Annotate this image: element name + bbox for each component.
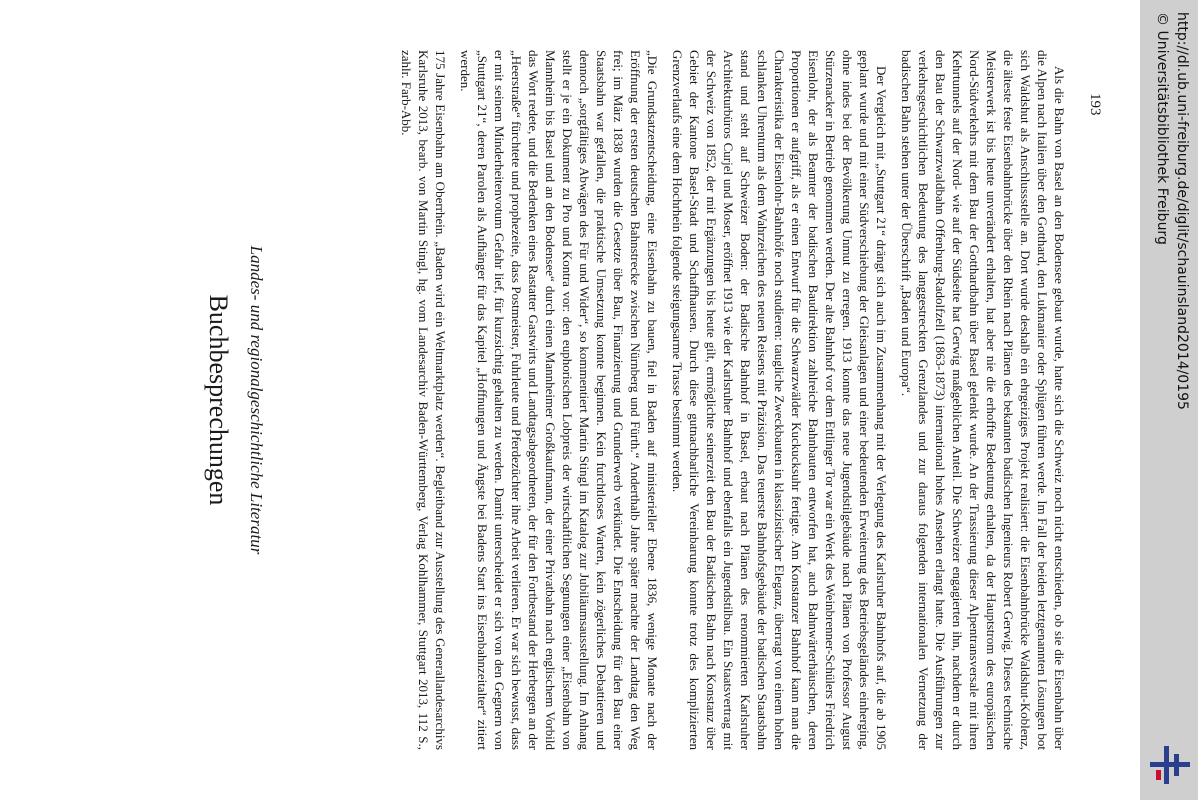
scanned-page [108,22,1128,778]
logo-bar-short [1174,754,1179,776]
logo-bar-horizontal [1150,762,1190,767]
paragraph-2: Der Vergleich mit „Stuttgart 21“ drängt sich auch im Zusammenhang mit der Verlegung des Karlsruher Bahnhofs auf, die ab 1905 geplant wurde und mit einer Südverschiebung der Gleisanlagen und einer bedeutenden Erweiterung des Betriebsgeländes einherging, ohne indes bei der Bevölkerung Unmut zu erregen. 1913 konnte das neue Jugendstilgebäude nach Plänen von Professor August Stürzenacker in Betrieb genommen werden. Der alte Bahnhof vor dem Ettlinger Tor war ein Werk des Weinbrenner-Schülers Friedrich Eisenlohr, der als Beamter der badischen Baudirektion zahlreiche Bahnbauten entworfen hat, auch Bahnwärterhäuschen, deren Proportionen er aufgriff, als er einen Entwurf für die Schwarzwälder Kuckucksuhr fertigte. Am Konstanzer Bahnhof kann man die Charakteristika der Eisenlohr-Bahnhöfe noch studieren: taugliche Zweckbauten in klassizistischer Eleganz, überragt von einem hohen schlanken Uhrenturm als dem Wahrzeichen des neuen Reisens mit Präzision. Das teuerste Bahnhofsgebäude der badischen Staatsbahn stand und steht auf Schweizer Boden: der Badische Bahnhof in Basel, erbaut nach Plänen des renommierten Karlsruher Architekturbüros Curjel und Moser, eröffnet 1913 wie der Karlsruher Bahnhof und ebenfalls ein Jugendstilbau. Ein Staatsvertrag mit der Schweiz von 1852, der mit Ergänzungen bis heute gilt, ermöglichte seinerzeit den Bau der Badischen Bahn nach Konstanz über Gebiet der Kantone Basel-Stadt und Schaffhausen. Durch diese gutnachbarliche Vereinbarung konnte trotz des komplizierten Grenzverlaufs eine dem Hochrhein folgende steigungsarme Trasse bestimmt werden. [670,50,889,750]
logo-bar-vertical [1164,746,1169,784]
sidebar-text [1152,12,1192,772]
ub-freiburg-logo-icon [1148,740,1192,788]
page-number: 193 [1087,93,1103,116]
paragraph-1: „Die Grundsatzentscheidung, eine Eisenbahn zu bauen, fiel in Baden auf ministerieller Ebene 1836, wenige Monate nach der Eröffnung der ersten deutschen Bahnstrecke zwischen Nürnberg und Fürth.“ Anderthalb Jahre später machte der Landtag den Weg frei; im März 1838 wurden die Gesetze über Bau, Finanzierung und Grunderwerb verkündet. Die Entscheidung für den Bau einer Staatsbahn war gefallen, die praktische Umsetzung konnte beginnen. Kein furchtloses Warten, kein zögerliches Debattieren und dennoch „sorgfältiges Abwägen des Für und Wider“, so kommentiert Martin Stingl im Katalog zur Jubiläumsausstellung. Im Anhang stellt er je ein Dokument zu Pro und Kontra vor: den euphorischen Lobpreis der wirtschaftlichen Segnungen einer „Eisenbahn von Mannheim bis Basel und an den Bodensee“ durch einen Mannheimer Großkaufmann, der einer Privatbahn nach englischem Vorbild das Wort redete, und die Bedenken eines Rastatter Gastwirts und Landtagsabgeordneten, der für den Fortbestand der Herbergen an der „Heerstraße“ fürchtete und prophezeite, dass Postmeister, Fuhrleute und Pferdezüchter ihre Arbeit verlieren. Er war sich bewusst, dass er mit seinem Minderheitenvotum Gefahr lief, für kurzsichtig gehalten zu werden. Damit unterscheidet er sich von den Gegnern von „Stuttgart 21“, deren Parolen als Aufhänger für das Kapitel „Hoffnungen und Ängste bei Badens Start ins Eisenbahnzeitalter“ zitiert werden. [458,50,660,750]
source-url-link[interactable]: http://dl.ub.uni-freiburg.de/diglit/schauinsland2014/0195 [1174,12,1190,410]
viewer-sidebar [1140,0,1198,800]
page-subtitle: Landes- und regionalgeschichtliche Literatur [247,245,266,555]
paragraph-3: Als die Bahn von Basel an den Bodensee gebaut wurde, hatte sich die Schweiz noch nicht entschieden, ob sie die Eisenbahn über die Alpen nach Italien über den Gotthard, den Lukmanier oder Splügen führen werde. Im Fall der beiden letztgenannten Lösungen bot sich Waldshut als Anschlussstelle an. Dort wurde deshalb ein ehrgeiziges Projekt realisiert: die Eisenbahnbrücke Waldshut-Koblenz, die älteste feste Eisenbahnbrücke über den Rhein nach Plänen des bekannten badischen Ingenieurs Robert Gerwig. Dieses technische Meisterwerk ist bis heute unverändert erhalten, hat aber nie die erhoffte Bedeutung erhalten, da der Hauptstrom des europäischen Nord-Südverkehrs mit dem Bau der Gotthardbahn über Basel gelenkt wurde. An der Trassierung dieser Alpentransversale mit ihren Kehrtunnels auf der Nord- wie auf der Südseite hat Gerwig maßgeblichen Anteil. Die Schweizer engagierten ihn, nachdem er durch den Bau der Schwarzwaldbahn Offenburg-Radolfzell (1863-1873) international hohes Ansehen erlangt hatte. Die Ausführungen zur verkehrsgeschichtlichen Bedeutung des langgestreckten Grenzlandes und zur daraus folgenden internationalen Vernetzung der badischen Bahn stehen unter der Überschrift „Baden und Europa“. [899,50,1067,750]
copyright-notice: © Universitätsbibliothek Freiburg [1154,12,1170,245]
page-title: Buchbesprechungen [204,294,233,506]
bibliographic-entry: 175 Jahre Eisenbahn am Oberrhein. „Baden wird ein Weltmarktplatz werden“. Begleitband zur Ausstellung des Generallandesarchivs Karlsruhe 2013, bearb. von Martin Stingl, hg. vom Landesarchiv Baden-Württemberg, Verlag Kohlhammer, Stuttgart 2013, 112 S., zahlr. Farb-Abb. [399,50,448,750]
logo-accent [1156,770,1161,780]
review-body [384,50,1068,750]
